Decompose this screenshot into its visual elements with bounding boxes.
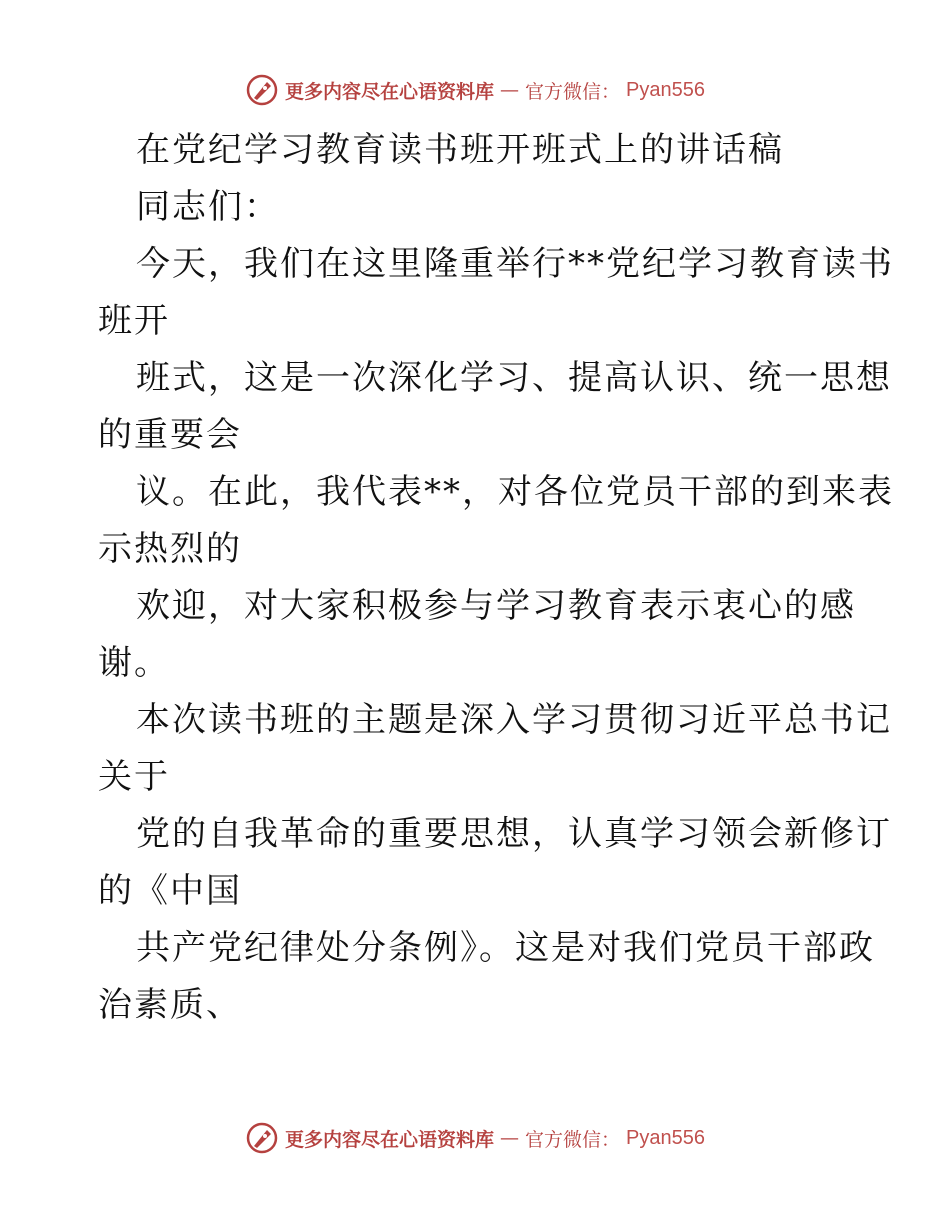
footer-brand-text: 更多内容尽在心语资料库 — [285, 1128, 495, 1151]
doc-line: 今天，我们在这里隆重举行**党纪学习教育读书 — [136, 244, 894, 284]
doc-line: 的《中国 — [98, 871, 242, 911]
pen-nib-logo-icon — [245, 73, 279, 107]
footer-dash: — — [500, 1127, 520, 1149]
doc-line: 谢。 — [98, 643, 170, 683]
doc-line: 欢迎，对大家积极参与学习教育表示衷心的感 — [136, 586, 856, 626]
doc-line: 本次读书班的主题是深入学习贯彻习近平总书记 — [136, 700, 892, 740]
header-watermark — [0, 70, 950, 110]
doc-line: 班式，这是一次深化学习、提高认识、统一思想 — [136, 358, 892, 398]
doc-line: 共产党纪律处分条例》。这是对我们党员干部政 — [136, 928, 875, 968]
header-wechat-id: Pyan556 — [626, 78, 705, 101]
doc-line: 示热烈的 — [98, 529, 242, 569]
pen-nib-logo-icon — [245, 1121, 279, 1155]
footer-wechat-id: Pyan556 — [626, 1126, 705, 1149]
footer-wechat-label: 官方微信： — [525, 1128, 621, 1151]
doc-line: 议。在此，我代表**，对各位党员干部的到来表 — [136, 472, 894, 512]
header-brand-text: 更多内容尽在心语资料库 — [285, 80, 495, 103]
doc-line: 关于 — [98, 757, 170, 797]
doc-title: 在党纪学习教育读书班开班式上的讲话稿 — [136, 130, 784, 170]
doc-line: 的重要会 — [98, 415, 242, 455]
doc-line: 治素质、 — [98, 985, 242, 1025]
doc-line: 班开 — [98, 301, 170, 341]
header-dash: — — [500, 79, 520, 101]
header-wechat-label: 官方微信： — [525, 80, 621, 103]
doc-line: 同志们： — [136, 187, 280, 227]
footer-watermark — [0, 1118, 950, 1158]
document-body — [98, 122, 894, 1034]
doc-line: 党的自我革命的重要思想，认真学习领会新修订 — [136, 814, 892, 854]
